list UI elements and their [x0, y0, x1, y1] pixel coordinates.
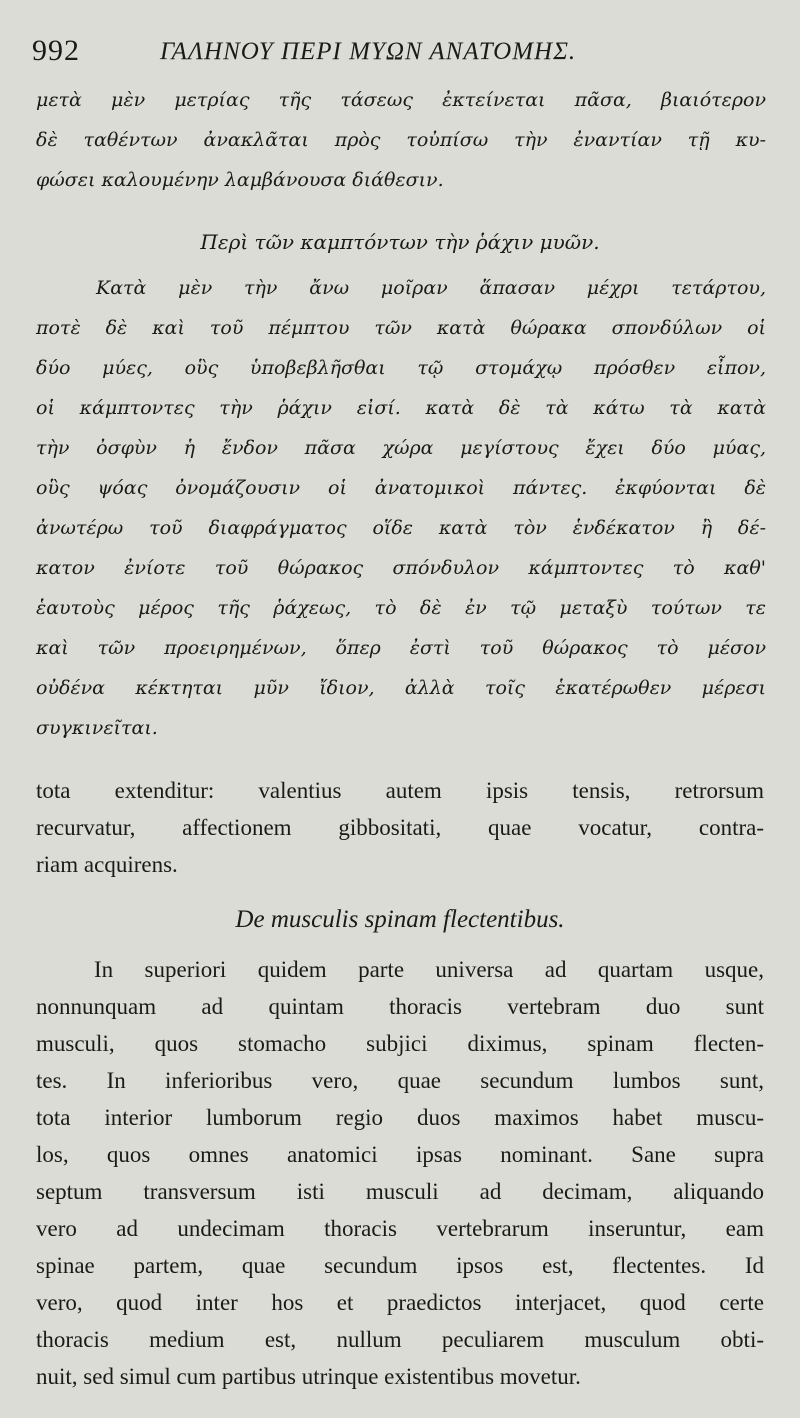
text-line: riam acquirens.	[36, 852, 178, 877]
text-line: δύο μύες, οὓς ὑποβεβλῆσθαι τῷ στομάχῳ πρόσθεν εἶπον,	[36, 357, 766, 379]
text-line: septum transversum isti musculi ad decimam, aliquando	[36, 1179, 764, 1204]
text-line: ποτὲ δὲ καὶ τοῦ πέμπτου τῶν κατὰ θώρακα σπονδύλων οἱ	[36, 317, 766, 339]
text-line: μετὰ μὲν μετρίας τῆς τάσεως ἐκτείνεται πᾶσα, βιαιότερον	[36, 89, 766, 111]
text-line: οὐδένα κέκτηται μῦν ἴδιον, ἀλλὰ τοῖς ἑκατέρωθεν μέρεσι	[36, 677, 766, 699]
page-number: 992	[32, 34, 80, 67]
greek-paragraph-2	[36, 268, 766, 748]
text-line: κατον ἐνίοτε τοῦ θώρακος σπόνδυλον κάμπτοντες τὸ καθ'	[36, 557, 766, 579]
page-header	[32, 30, 772, 70]
text-line: nonnunquam ad quintam thoracis vertebram duo sunt	[36, 994, 764, 1019]
running-title: ΓΑΛΗΝΟΥ ΠΕΡΙ ΜΥΩΝ ΑΝΑΤΟΜΗΣ.	[160, 38, 577, 65]
text-line: recurvatur, affectionem gibbositati, quae vocatur, contra-	[36, 815, 764, 840]
text-line: thoracis medium est, nullum peculiarem musculum obti-	[36, 1327, 764, 1352]
text-line: tes. In inferioribus vero, quae secundum lumbos sunt,	[36, 1068, 764, 1093]
text-line: ἀνωτέρω τοῦ διαφράγματος οἵδε κατὰ τὸν ἑνδέκατον ἢ δέ-	[36, 517, 766, 539]
text-line: ἑαυτοὺς μέρος τῆς ῥάχεως, τὸ δὲ ἐν τῷ μεταξὺ τούτων τε	[36, 597, 766, 619]
latin-paragraph-2	[36, 951, 764, 1395]
text-line: vero ad undecimam thoracis vertebrarum inseruntur, eam	[36, 1216, 764, 1241]
text-line: οἱ κάμπτοντες τὴν ῥάχιν εἰσί. κατὰ δὲ τὰ κάτω τὰ κατὰ	[36, 397, 766, 419]
text-line: δὲ ταθέντων ἀνακλᾶται πρὸς τοὐπίσω τὴν ἐναντίαν τῇ κυ-	[36, 129, 766, 151]
text-line: nuit, sed simul cum partibus utrinque existentibus movetur.	[36, 1364, 581, 1389]
text-line: spinae partem, quae secundum ipsos est, flectentes. Id	[36, 1253, 764, 1278]
text-line: vero, quod inter hos et praedictos interjacet, quod certe	[36, 1290, 764, 1315]
text-line: φώσει καλουμένην λαμβάνουσα διάθεσιν.	[36, 169, 444, 191]
latin-paragraph-1	[36, 772, 764, 883]
greek-section-heading: Περὶ τῶν καμπτόντων τὴν ῥάχιν μυῶν.	[200, 230, 600, 254]
greek-paragraph-1	[36, 80, 766, 200]
text-line: los, quos omnes anatomici ipsas nominant. Sane supra	[36, 1142, 764, 1167]
text-line: καὶ τῶν προειρημένων, ὅπερ ἐστὶ τοῦ θώρακος τὸ μέσον	[36, 637, 766, 659]
latin-section-heading: De musculis spinam flectentibus.	[235, 906, 565, 933]
text-line: In superiori quidem parte universa ad quartam usque,	[94, 957, 764, 982]
text-line: musculi, quos stomacho subjici diximus, spinam flecten-	[36, 1031, 764, 1056]
text-line: tota extenditur: valentius autem ipsis tensis, retrorsum	[36, 778, 764, 803]
text-line: τὴν ὀσφὺν ἡ ἔνδον πᾶσα χώρα μεγίστους ἔχει δύο μύας,	[36, 437, 766, 459]
text-line: Κατὰ μὲν τὴν ἄνω μοῖραν ἅπασαν μέχρι τετάρτου,	[96, 277, 766, 299]
text-line: οὓς ψόας ὀνομάζουσιν οἱ ἀνατομικοὶ πάντες. ἐκφύονται δὲ	[36, 477, 766, 499]
text-line: tota interior lumborum regio duos maximos habet muscu-	[36, 1105, 764, 1130]
text-line: συγκινεῖται.	[36, 717, 158, 739]
